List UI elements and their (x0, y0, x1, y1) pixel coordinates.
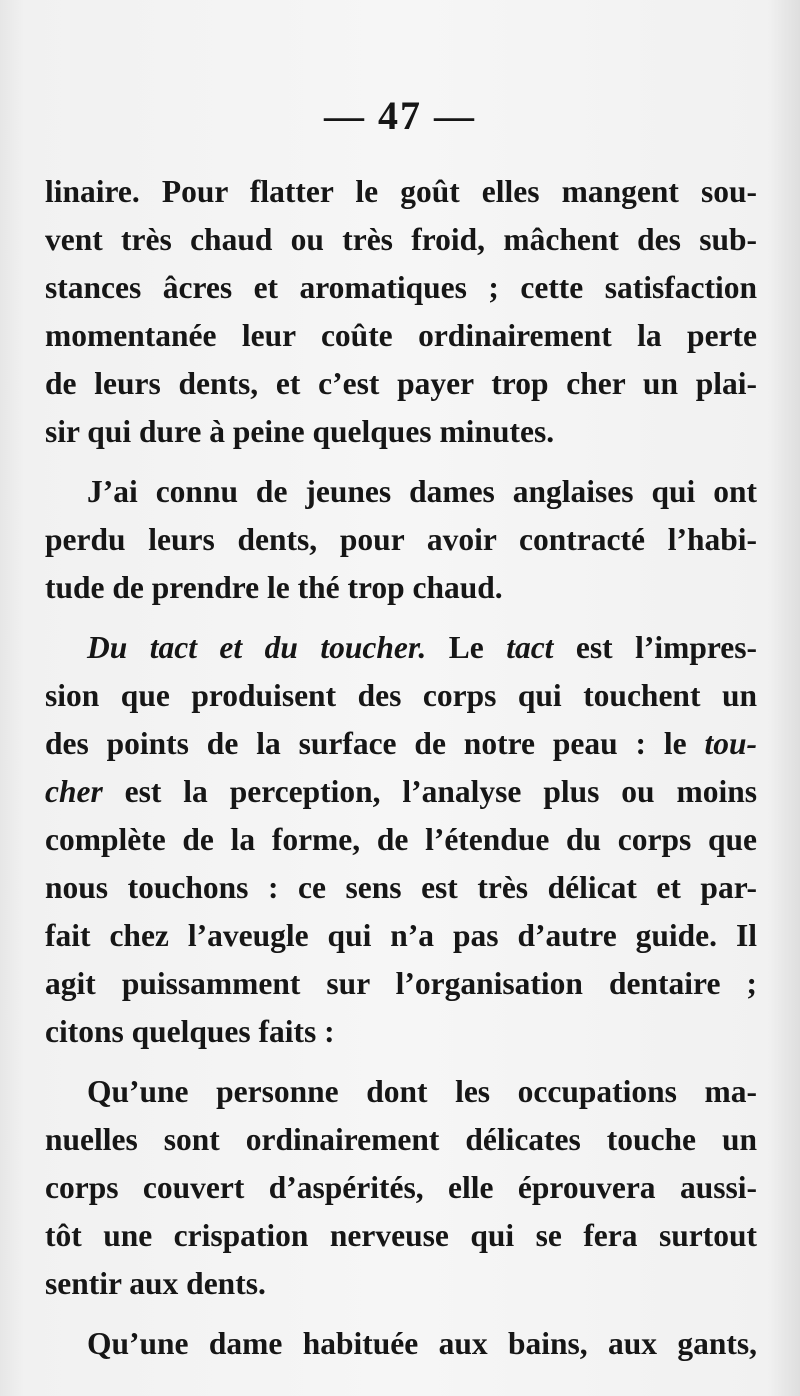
text-line: tude de prendre le thé trop chaud. (45, 570, 503, 605)
paragraph-4 (45, 1068, 757, 1308)
text-line: de leurs dents, et c’est payer trop cher un plai- (45, 366, 757, 401)
text-line: citons quelques faits : (45, 1014, 335, 1049)
paragraph-3 (45, 624, 757, 1056)
text-line: perdu leurs dents, pour avoir contracté l’habi- (45, 522, 757, 557)
text-line: fait chez l’aveugle qui n’a pas d’autre guide. Il (45, 918, 757, 953)
text-line: tôt une crispation nerveuse qui se fera surtout (45, 1218, 757, 1253)
text-line: sentir aux dents. (45, 1266, 266, 1301)
text-line: nous touchons : ce sens est très délicat et par- (45, 870, 757, 905)
paragraph-2 (45, 468, 757, 612)
text-line: Qu’une dame habituée aux bains, aux gants, (87, 1326, 757, 1361)
text-line: sir qui dure à peine quelques minutes. (45, 414, 555, 449)
text-run: est la perception, l’analyse plus ou moins (102, 774, 757, 809)
italic-heading: Du tact et du toucher. (87, 630, 427, 665)
body-text (45, 168, 757, 1380)
italic-term: tact (506, 630, 554, 665)
text-line: sion que produisent des corps qui touchent un (45, 678, 757, 713)
paragraph-5 (45, 1320, 757, 1368)
text-line: Qu’une personne dont les occupations ma- (87, 1074, 757, 1109)
text-line: vent très chaud ou très froid, mâchent des sub- (45, 222, 757, 257)
text-run: des points de la surface de notre peau : le (45, 726, 705, 761)
text-line: momentanée leur coûte ordinairement la perte (45, 318, 757, 353)
text-line: corps couvert d’aspérités, elle éprouvera aussi- (45, 1170, 757, 1205)
italic-term: cher (45, 774, 103, 809)
text-line: stances âcres et aromatiques ; cette satisfaction (45, 270, 757, 305)
text-run: est l’impres- (553, 630, 757, 665)
text-line (45, 720, 757, 768)
text-line: agit puissamment sur l’organisation dentaire ; (45, 966, 757, 1001)
text-line: J’ai connu de jeunes dames anglaises qui ont (87, 474, 757, 509)
text-line (45, 624, 757, 672)
text-line (45, 768, 757, 816)
italic-term: tou- (704, 726, 757, 761)
text-line: linaire. Pour flatter le goût elles mangent sou- (45, 174, 757, 209)
page-number: — 47 — (324, 93, 476, 138)
text-run: Le (426, 630, 507, 665)
paragraph-1 (45, 168, 757, 456)
text-line: nuelles sont ordinairement délicates touche un (45, 1122, 757, 1157)
text-line: complète de la forme, de l’étendue du corps que (45, 822, 757, 857)
